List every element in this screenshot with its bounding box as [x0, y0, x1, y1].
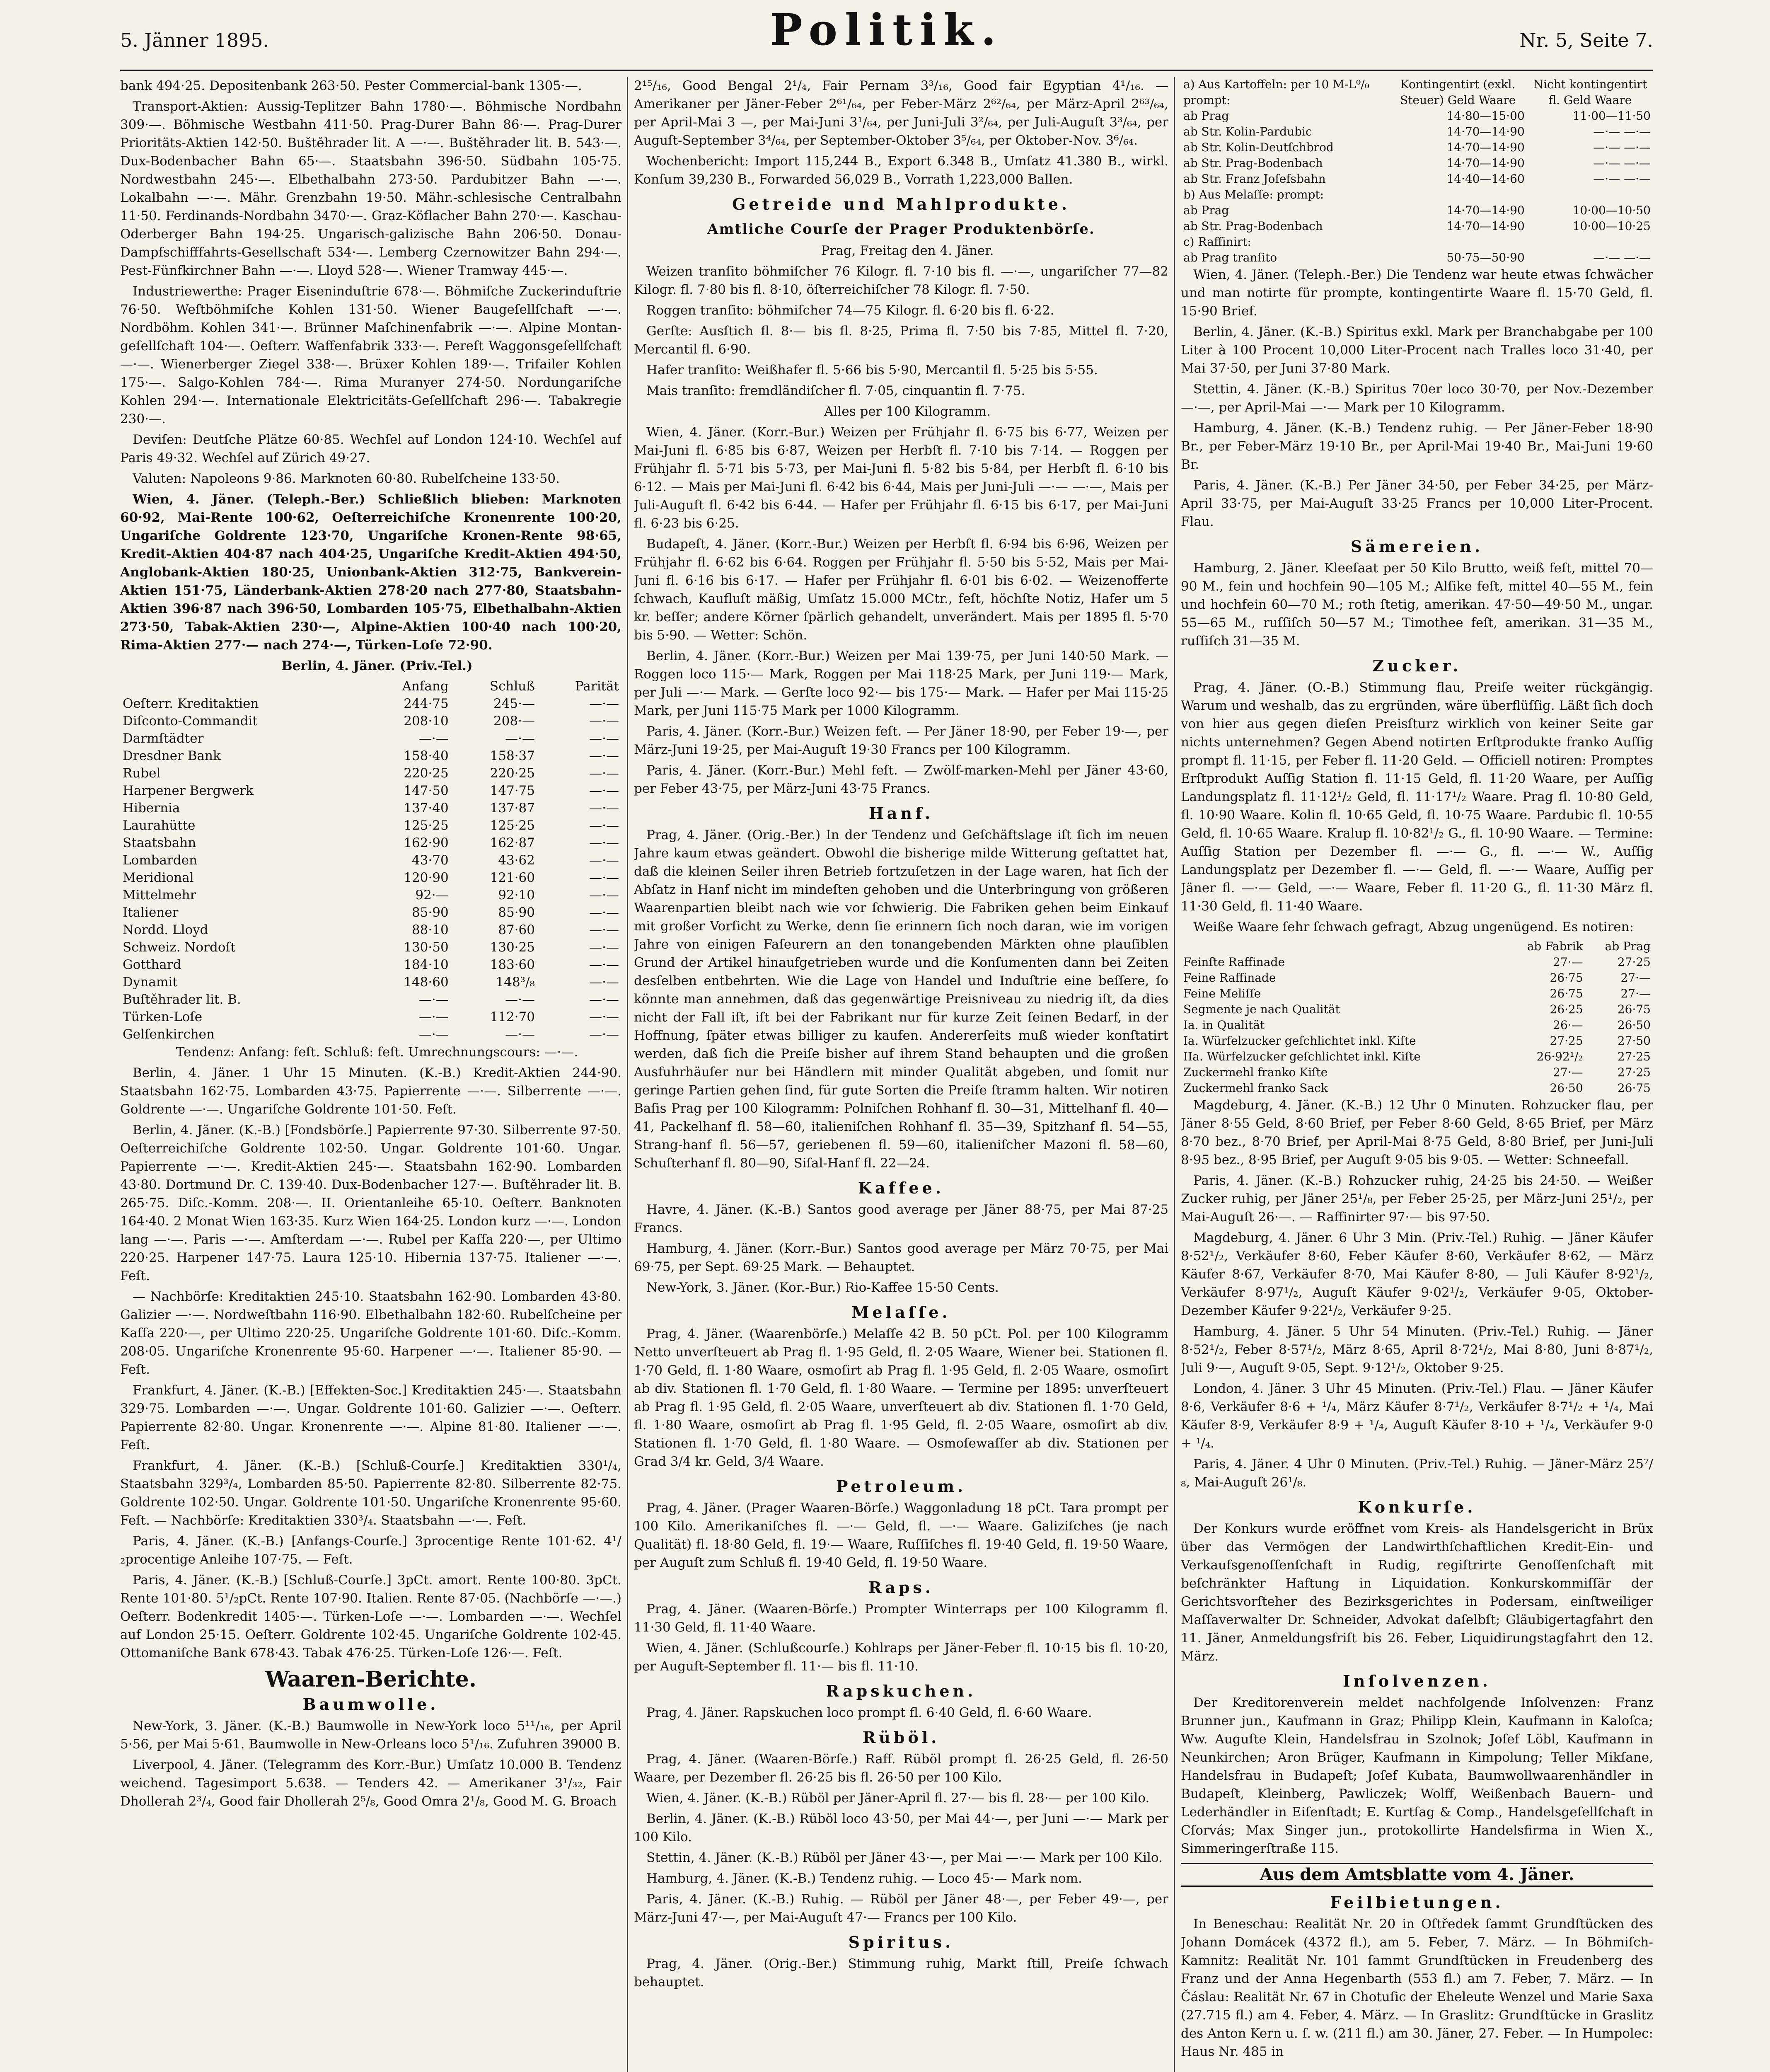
- table-cell: 148³/₈: [496, 975, 535, 990]
- column-header: Anfang: [402, 679, 449, 694]
- subsection-heading: Amtliche Courſe der Prager Produktenbörſe.: [707, 221, 1095, 237]
- paragraph: — Nachbörſe: Kreditaktien 245·10. Staatsbahn 162·90. Lombarden 43·80. Galizier —·—. Nordweſtbahn 116·90. Elbethalbahn 182·60. Rubelſcheine per Kaſſa 220·—, per Ultimo 220·25. Ungariſche Goldrente 101·60. Diſc.-Komm. 208·05. Ungariſche Kronenrente 95·60. Harpener —·—. Italiener 85·90. — Feſt.: [120, 1289, 621, 1377]
- paragraph: Hamburg, 4. Jäner. (Korr.-Bur.) Santos good average per März 70·75, per Mai 69·75, per Sept. 69·25 Mark. — Behauptet.: [634, 1241, 1168, 1274]
- table-cell: Feinſte Raffinade: [1183, 955, 1285, 969]
- table-cell: —·—: [505, 731, 535, 746]
- paragraph: Paris, 4. Jäner. (K.-B.) Per Jäner 34·50, per Feber 34·25, per März-April 33·75, per Mai-Auguſt 33·25 Francs per 10,000 Liter-Procent. Flau.: [1181, 478, 1653, 529]
- paragraph: Berlin, 4. Jäner. (Korr.-Bur.) Weizen per Mai 139·75, per Juni 140·50 Mark. — Roggen loco 115·— Mark, Roggen per Mai 118·25 Mark, per Juni 119·— Mark, per Juli —·— Mark. — Gerſte loco 92·— bis 175·— Mark. — Hafer per Mai 115·25 Mark, per Juni 115·75 Mark per 1000 Kilogramm.: [634, 649, 1168, 718]
- table-cell: —·—: [589, 975, 619, 990]
- table-cell: Rubel: [123, 766, 161, 781]
- table-cell: Dynamit: [123, 975, 178, 990]
- table-row: [1181, 155, 1653, 171]
- table-cell: 27·—: [1553, 955, 1583, 969]
- column-1: [120, 77, 621, 2072]
- paragraph: Transport-Aktien: Aussig-Teplitzer Bahn 1780·—. Böhmische Nordbahn 309·—. Böhmische Westbahn 411·50. Prag-Durer Bahn 86·—. Prag-Durer Prioritäts-Aktien 142·50. Buštěhrader lit. A —·—. Buštěhrader lit. B. 543·—. Dux-Bodenbacher Bahn 65·—. Staatsbahn 396·50. Südbahn 105·75. Nordwestbahn 245·—. Elbethalbahn 273·50. Pardubitzer Bahn —·—. Lokalbahn —·—. Mähr. Grenzbahn 19·50. Mähr.-schlesische Centralbahn 11·50. Ferdinands-Nordbahn 3470·—. Graz-Köflacher Bahn 270·—. Kaschau-Oderberger Bahn 194·25. Ungarisch-galizische Bahn 206·50. Donau-Dampfschifffahrts-Gesellschaft 534·—. Lemberg Czernowitzer Bahn 294·—. Pest-Fünfkirchner Bahn —·—. Lloyd 528·—. Wiener Tramway 445·—.: [120, 99, 621, 278]
- table-cell: Italiener: [123, 905, 179, 920]
- table-cell: Buſtěhrader lit. B.: [123, 992, 241, 1007]
- paragraph: Weizen tranſito böhmiſcher 76 Kilogr. fl. 7·10 bis fl. —·—, ungariſcher 77—82 Kilogr. fl. 7·80 bis fl. 8·10, öſterreichiſcher 78 Kilogr. fl. 7·50.: [634, 264, 1168, 297]
- table-cell: —·— —·—: [1593, 172, 1651, 186]
- table-cell: Gelſenkirchen: [123, 1027, 215, 1042]
- paragraph: Prag, 4. Jäner. (Prager Waaren-Börſe.) Waggonladung 18 pCt. Tara prompt per 100 Kilo. Amerikaniſches fl. —·— Geld, fl. —·— Waare. Galiziſches (je nach Qualität) fl. 18·80 Geld, fl. 19·— Waare, Ruſſiſches fl. 19·40 Geld, fl. 19·50 Waare, per Auguſt zum Schluß fl. 19·40 Geld, fl. 19·50 Waare.: [634, 1501, 1168, 1570]
- table-cell: 220·25: [404, 766, 449, 781]
- table-row: [1181, 1002, 1653, 1017]
- table-cell: Diſconto-Commandit: [123, 714, 258, 729]
- subsection-heading: Hanf.: [868, 804, 934, 823]
- table-cell: ab Str. Kolin-Pardubic: [1183, 125, 1312, 138]
- subsection-heading: Rüböl.: [862, 1728, 940, 1747]
- table-cell: 162·87: [490, 835, 535, 850]
- table-cell: IIa. Würfelzucker geſchlichtet inkl. Kiſte: [1183, 1050, 1421, 1063]
- paragraph: bank 494·25. Depositenbank 263·50. Pester Commercial-bank 1305·—.: [120, 78, 582, 93]
- paragraph: New-York, 3. Jäner. (K.-B.) Baumwolle in New-York loco 5¹¹/₁₆, per April 5·56, per Mai 5·61. Baumwolle in New-Orleans loco 5¹/₁₆. Zufuhren 39000 B.: [120, 1719, 621, 1752]
- paragraph: Stettin, 4. Jäner. (K.-B.) Rüböl per Jäner 43·—, per Mai —·— Mark per 100 Kilo.: [646, 1850, 1163, 1865]
- table-cell: Segmente je nach Qualität: [1183, 1002, 1340, 1016]
- table-cell: —·—: [589, 957, 619, 972]
- table-cell: 27·25: [1617, 955, 1651, 969]
- header-rule: [120, 70, 1653, 71]
- paragraph: Deviſen: Deutſche Plätze 60·85. Wechſel auf London 124·10. Wechſel auf Paris 49·32. Wechſel auf Zürich 49·27.: [120, 432, 621, 465]
- berlin-heading: Berlin, 4. Jäner. (Priv.-Tel.): [281, 658, 473, 673]
- paragraph: Prag, 4. Jäner. (Waaren-Börſe.) Prompter Winterraps per 100 Kilogramm fl. 11·30 Geld, fl. 11·40 Waare.: [634, 1602, 1168, 1635]
- table-cell: —·— —·—: [1593, 125, 1651, 138]
- table-row: [120, 904, 621, 921]
- table-cell: 125·25: [490, 818, 535, 833]
- table-cell: 87·60: [498, 922, 535, 937]
- table-cell: 88·10: [411, 922, 449, 937]
- paragraph: Wien, 4. Jäner. (Schlußcourſe.) Kohlraps per Jäner-Feber fl. 10·15 bis fl. 10·20, per Auguſt-September fl. 11·— bis fl. 11·10.: [634, 1641, 1168, 1674]
- table-row: [1181, 1017, 1653, 1033]
- column-header: a) Aus Kartoffeln: per 10 M-L⁰/₀ prompt:: [1183, 77, 1369, 107]
- column-header: Kontingentirt (exkl. Steuer) Geld Waare: [1400, 77, 1516, 107]
- column-header: Schluß: [489, 679, 535, 694]
- berlin-quotes-table: [120, 678, 621, 1043]
- table-cell: —·—: [589, 731, 619, 746]
- subsection-heading: Melaſſe.: [851, 1303, 951, 1322]
- table-row: [120, 799, 621, 817]
- table-cell: 27·—: [1620, 987, 1651, 1000]
- table-cell: ab Prag: [1183, 203, 1229, 217]
- paragraph: Paris, 4. Jäner. (K.-B.) Rohzucker ruhig, 24·25 bis 24·50. — Weißer Zucker ruhig, per Jäner 25¹/₈, per Feber 25·25, per März-Juni 25¹/₂, per Mai-Auguſt 26·—. — Raffinirter 97·— bis 97·50.: [1181, 1173, 1653, 1225]
- paragraph: Magdeburg, 4. Jäner. 6 Uhr 3 Min. (Priv.-Tel.) Ruhig. — Jäner Käufer 8·52¹/₂, Verkäufer 8·60, Feber Käufer 8·60, Verkäufer 8·62, — März Käufer 8·67, Verkäufer 8·70, Mai Käufer 8·80, — Juli Käufer 8·92¹/₂, Verkäufer 8·97¹/₂, Auguſt Käufer 9·02¹/₂, Verkäufer 9·05, Oktober-Dezember Käufer 9·22¹/₂, Verkäufer 9·25.: [1181, 1230, 1653, 1318]
- table-cell: 158·40: [404, 748, 449, 763]
- subsection-heading: Getreide und Mahlprodukte.: [732, 195, 1071, 213]
- paragraph: 2¹⁵/₁₆, Good Bengal 2¹/₄, Fair Pernam 3³/₁₆, Good fair Egyptian 4¹/₁₆. — Amerikaner per Jäner-Feber 2⁶¹/₆₄, per Feber-März 2⁶²/₆₄, per März-April 2⁶³/₆₄, per April-Mai 3 —, per Mai-Juni 3¹/₆₄, per Juni-Juli 3²/₆₄, per Juli-Auguſt 3³/₆₄, per Auguſt-September 3⁴/₆₄, per September-Oktober 3⁵/₆₄, per Oktober-Nov. 3⁶/₆₄.: [634, 78, 1168, 148]
- paragraph: Gerſte: Ausſtich fl. 8·— bis fl. 8·25, Prima fl. 7·50 bis 7·85, Mittel fl. 7·20, Mercantil fl. 6·90.: [634, 324, 1168, 357]
- table-cell: c) Raffinirt:: [1183, 235, 1251, 249]
- table-row: [1181, 1049, 1653, 1065]
- table-cell: 14·70—14·90: [1446, 203, 1525, 217]
- subsection-heading: Spiritus.: [848, 1933, 954, 1951]
- paragraph: Wien, 4. Jäner. (Korr.-Bur.) Weizen per Frühjahr fl. 6·75 bis 6·77, Weizen per Mai-Juni fl. 6·85 bis 6·87, Weizen per Herbſt fl. 7·10 bis 7·14. — Roggen per Frühjahr fl. 5·71 bis 5·73, per Mai-Juni fl. 5·82 bis 5·84, per Herbſt fl. 6·10 bis 6·12. — Mais per Mai-Juni fl. 6·42 bis 6·44, Mais per Juni-Juli —·— —·—, Mais per Juli-Auguſt fl. 6·42 bis 6·44. — Hafer per Frühjahr fl. 6·15 bis 6·17, per Mai-Juni fl. 6·23 bis 6·25.: [634, 425, 1168, 531]
- table-cell: —·—: [589, 766, 619, 781]
- table-cell: Gotthard: [123, 957, 181, 972]
- table-cell: Ia. Würfelzucker geſchlichtet inkl. Kiſte: [1183, 1034, 1416, 1048]
- table-row: [120, 973, 621, 991]
- table-row: [120, 834, 621, 852]
- table-cell: Ia. in Qualität: [1183, 1018, 1265, 1032]
- table-cell: 120·90: [404, 870, 449, 885]
- subsection-heading: Baumwolle.: [302, 1695, 439, 1714]
- page-number: Nr. 5, Seite 7.: [1519, 29, 1653, 51]
- paragraph: Berlin, 4. Jäner. 1 Uhr 15 Minuten. (K.-B.) Kredit-Aktien 244·90. Staatsbahn 162·75. Lombarden 43·75. Papierrente —·—. Silberrente —·—. Goldrente —·—. Ungariſche Goldrente 101·50. Feſt.: [120, 1065, 621, 1117]
- paragraph: Stettin, 4. Jäner. (K.-B.) Spiritus 70er loco 30·70, per Nov.-Dezember —·—, per April-Mai —·— Mark per 10 Kilogramm.: [1181, 382, 1653, 415]
- table-row: [120, 730, 621, 747]
- table-cell: —·— —·—: [1593, 140, 1651, 154]
- table-row: [1181, 1080, 1653, 1096]
- column-2: [634, 77, 1168, 2072]
- paragraph: Prag, 4. Jäner. (Orig.-Ber.) In der Tendenz und Geſchäftslage iſt ſich im neuen Jahre kaum etwas geändert. Obwohl die bisherige milde Witterung geſtattet hat, daß die kleinen Seiler ihren Betrieb fortzuſetzen in der Lage waren, hat ſich der Abſatz in Hanf nicht im mindeſten gehoben und die Unterbringung von größeren Waarenpartien bleibt nach wie vor ſchwierig. Die Fabriken gehen beim Einkauf mit großer Vorſicht zu Werke, denn ſie erinnern ſich noch daran, wie im vorigen Jahre von einigen Faſeurern an den tonangebenden Märkten ohne plauſiblen Grund der Artikel hinaufgetrieben wurde und die Konſumenten dann bei Zeiten desſelben entbehrten. Wie die Lage von Handel und Induſtrie eine beſſere, ſo könnte man annehmen, daß das gegenwärtige Preisniveau zu niedrig iſt, da dies nicht der Fall iſt, iſt bei der Fabrikant nur für kurze Zeit ſeinen Bedarf, in der Hoffnung, ſpäter etwas billiger zu kaufen. Andererſeits muß wieder konſtatirt werden, daß ſich die Preiſe bisher auf ihrem Stand behaupten und die großen Ausfuhrhäuſer nur bei Händlern mit minder Qualität abgeben, und ſomit nur geringe Partien gehen ſind, für gute Sorten die Preiſe ſtramm halten. Wir notiren Baſis Prag per 100 Kilogramm: Polniſchen Rohhanf fl. 30—31, Mittelhanf fl. 40—41, Packelhanf fl. 58—60, italieniſchen Rohhanf fl. 35—39, Spitzhanf fl. 54—55, Strang-hanf fl. 56—57, geriebenen fl. 59—60, italieniſcher Mazoni fl. 58—60, Schuſterhanf fl. 80—90, Siſal-Hanf fl. 22—24.: [634, 828, 1168, 1171]
- column-header: [120, 678, 363, 695]
- table-cell: —·—: [589, 853, 619, 868]
- paragraph: Paris, 4. Jäner. (K.-B.) [Anfangs-Courſe.] 3procentige Rente 101·62. 4¹/₂procentige Anleihe 107·75. — Feſt.: [120, 1534, 621, 1567]
- column-header: ab Fabrik: [1527, 939, 1583, 953]
- table-cell: ab Str. Kolin-Deutſchbrod: [1183, 140, 1334, 154]
- paragraph: Roggen tranſito: böhmiſcher 74—75 Kilogr. fl. 6·20 bis fl. 6·22.: [646, 303, 1054, 318]
- table-header-row: [1181, 939, 1653, 954]
- subsection-heading: Zucker.: [1372, 656, 1462, 675]
- table-cell: Feine Meliſſe: [1183, 987, 1261, 1000]
- table-cell: Hibernia: [123, 801, 180, 816]
- table-cell: 14·70—14·90: [1446, 125, 1525, 138]
- table-row: [120, 782, 621, 799]
- table-cell: 85·90: [411, 905, 449, 920]
- table-row: [120, 921, 621, 939]
- paragraph: Wochenbericht: Import 115,244 B., Export 6.348 B., Umſatz 41.380 B., wirkl. Konſum 39,230 B., Forwarded 56,029 B., Vorrath 1,223,000 Ballen.: [634, 154, 1168, 187]
- subsection-heading: Raps.: [868, 1578, 934, 1597]
- table-cell: 26·—: [1553, 1018, 1583, 1032]
- table-cell: —·—: [589, 905, 619, 920]
- paragraph: Hamburg, 4. Jäner. 5 Uhr 54 Minuten. (Priv.-Tel.) Ruhig. — Jäner 8·52¹/₂, Feber 8·57¹/₂, März 8·65, April 8·72¹/₂, Mai 8·80, Juni 8·87¹/₂, Juli 9·—, Auguſt 9·05, Sept. 9·12¹/₂, Oktober 9·25.: [1181, 1324, 1653, 1375]
- paragraph: Budapeſt, 4. Jäner. (Korr.-Bur.) Weizen per Herbſt fl. 6·94 bis 6·96, Weizen per Frühjahr fl. 6·62 bis 6·64. Roggen per Frühjahr fl. 5·50 bis 5·52, Mais per Mai-Juni fl. 6·16 bis 6·17. — Hafer per Frühjahr fl. 6·01 bis 6·02. — Weizenofferte ſchwach, Kaufluſt mäßig, Umſatz 15.000 MCtr., feſt, höchſte Notiz, Hafer um 5 kr. beſſer; andere Körner ſpärlich gehandelt, unverändert. Mais per 1895 fl. 5·70 bis 5·90. — Wetter: Schön.: [634, 537, 1168, 643]
- table-cell: —·—: [418, 1027, 449, 1042]
- table-cell: 130·50: [404, 940, 449, 955]
- table-cell: —·—: [589, 783, 619, 798]
- table-cell: Zuckermehl franko Sack: [1183, 1081, 1328, 1095]
- table-cell: 26·92¹/₂: [1536, 1050, 1583, 1063]
- section-heading: Aus dem Amtsblatte vom 4. Jäner.: [1181, 1863, 1653, 1887]
- table-cell: —·— —·—: [1593, 156, 1651, 170]
- table-cell: 26·75: [1617, 1081, 1651, 1095]
- table-cell: 220·25: [490, 766, 535, 781]
- paragraph: Liverpool, 4. Jäner. (Telegramm des Korr.-Bur.) Umſatz 10.000 B. Tendenz weichend. Tagesimport 5.638. — Tenders 42. — Amerikaner 3¹/₃₂, Fair Dhollerah 2³/₄, Good fair Dhollerah 2⁵/₈, Good Omra 2¹/₈, Good M. G. Broach: [120, 1757, 621, 1809]
- table-cell: Darmſtädter: [123, 731, 204, 746]
- table-cell: 158·37: [490, 748, 535, 763]
- table-cell: 92·—: [415, 888, 449, 903]
- table-cell: 14·80—15·00: [1446, 109, 1525, 123]
- table-cell: ab Prag: [1183, 109, 1229, 123]
- table-cell: 148·60: [404, 975, 449, 990]
- paragraph: Frankfurt, 4. Jäner. (K.-B.) [Effekten-Soc.] Kreditaktien 245·—. Staatsbahn 329·75. Lombarden —·—. Ungar. Goldrente 101·60. Galizier —·—. Oeſterr. Papierrente 82·80. Ungar. Kronenrente —·—. Alpine 81·80. Italiener —·—. Feſt.: [120, 1383, 621, 1452]
- paragraph: London, 4. Jäner. 3 Uhr 45 Minuten. (Priv.-Tel.) Flau. — Jäner Käufer 8·6, Verkäufer 8·6 + ¹/₄, März Käufer 8·7¹/₂, Verkäufer 8·7¹/₂ + ¹/₄, Mai Käufer 8·9, Verkäufer 8·9 + ¹/₄, Auguſt Käufer 8·10 + ¹/₄, Verkäufer 9·0 + ¹/₄.: [1181, 1381, 1653, 1451]
- table-row: [120, 747, 621, 765]
- paragraph: Prag, 4. Jäner. (O.-B.) Stimmung flau, Preiſe weiter rückgängig. Warum und weshalb, das zu ergründen, wäre überflüſſig. Läßt ſich doch von hier aus gegen dieſen Preisſturz wirklich von keiner Seite gar nichts unternehmen? Gegen Abend notirten Erſtprodukte franko Auſſig prompt fl. 11·15, per Feber fl. 11·20 Geld. — Officiell notiren: Promptes Erſtprodukt Auſſig Station fl. 11·15 Geld, fl. 11·20 Waare, per Auſſig Landungsplatz fl. 11·12¹/₂ Geld, fl. 11·17¹/₂ Waare. Prag fl. 10·80 Geld, fl. 10·90 Waare. Kolin fl. 10·65 Geld, fl. 10·75 Waare. Pardubic fl. 10·55 Geld, fl. 10·65 Waare. Kralup fl. 10·82¹/₂ G., fl. 10·90 Waare. — Termine: Auſſig Station per Dezember fl. —·— G., fl. —·— W., Auſſig Landungsplatz per Dezember fl. —·— Geld, fl. —·— Waare, Auſſig per Jäner fl. —·— Geld, —·— Waare, Feber fl. 11·20 G., fl. 11·30 März fl. 11·30 Geld, fl. 11·40 Waare.: [1181, 680, 1653, 914]
- column-header: [1181, 939, 1504, 954]
- table-row: [1181, 1065, 1653, 1080]
- table-cell: ab Str. Prag-Bodenbach: [1183, 219, 1323, 233]
- paragraph: Valuten: Napoleons 9·86. Marknoten 60·80. Rubelſcheine 133·50.: [133, 471, 560, 486]
- paragraph: Prag, 4. Jäner. (Waaren-Börſe.) Raff. Rüböl prompt fl. 26·25 Geld, fl. 26·50 Waare, per Dezember fl. 26·25 bis fl. 26·50 per 100 Kilo.: [634, 1752, 1168, 1785]
- table-cell: —·—: [589, 714, 619, 729]
- table-cell: Nordd. Lloyd: [123, 922, 208, 937]
- paragraph: Paris, 4. Jäner. (Korr.-Bur.) Mehl feſt. — Zwölf-marken-Mehl per Jäner 43·60, per Feber 43·75, per März-Juni 43·75 Francs.: [634, 763, 1168, 796]
- table-row: [1181, 140, 1653, 155]
- subsection-heading: Sämereien.: [1350, 537, 1484, 556]
- paragraph: Berlin, 4. Jäner. (K.-B.) [Fondsbörſe.] Papierrente 97·30. Silberrente 97·50. Oeſterreichiſche Goldrente 102·50. Ungar. Goldrente 101·60. Ungar. Papierrente —·—. Kredit-Aktien 245·—. Staatsbahn 162·90. Lombarden 43·80. Dortmund Dr. C. 139·40. Dux-Bodenbacher 127·—. Buſtěhrader lit. B. 265·75. Diſc.-Komm. 208·—. II. Orientanleihe 65·10. Oeſterr. Banknoten 164·40. 2 Monat Wien 163·35. Kurz Wien 164·25. London kurz —·—. London lang —·—. Paris —·—. Amſterdam —·—. Rubel per Kaſſa 220·—, per Ultimo 220·25. Harpener 147·75. Laura 125·10. Hibernia 137·75. Italiener —·—. Feſt.: [120, 1123, 621, 1283]
- table-cell: Feine Raffinade: [1183, 971, 1276, 985]
- table-row: [1181, 986, 1653, 1002]
- table-cell: 26·75: [1617, 1002, 1651, 1016]
- table-row: [120, 712, 621, 730]
- paragraph: Tendenz: Anfang: feſt. Schluß: feſt. Umrechnungscours: —·—.: [176, 1045, 578, 1060]
- table-row: [1181, 970, 1653, 986]
- table-cell: b) Aus Melaſſe: prompt:: [1183, 188, 1324, 201]
- paragraph: Prag, 4. Jäner. Rapskuchen loco prompt fl. 6·40 Geld, fl. 6·60 Waare.: [646, 1705, 1092, 1720]
- paragraph: New-York, 3. Jäner. (Kor.-Bur.) Rio-Kaffee 15·50 Cents.: [646, 1280, 999, 1295]
- paragraph: Paris, 4. Jäner. 4 Uhr 0 Minuten. (Priv.-Tel.) Ruhig. — Jäner-März 25⁷/₈, Mai-Auguſt 26¹/₈.: [1181, 1457, 1653, 1490]
- column-3: [1181, 77, 1653, 2072]
- table-cell: 125·25: [404, 818, 449, 833]
- table-row: [1181, 1033, 1653, 1049]
- column-header: Parität: [575, 679, 619, 694]
- paragraph: Hamburg, 4. Jäner. (K.-B.) Tendenz ruhig. — Per Jäner-Feber 18·90 Br., per Feber-März 19·10 Br., per April-Mai 19·40 Br., Mai-Juni 19·60 Br.: [1181, 421, 1653, 472]
- table-row: [1181, 187, 1653, 203]
- paragraph: Berlin, 4. Jäner. (K.-B.) Spiritus exkl. Mark per Branchabgabe per 100 Liter à 100 Procent 10,000 Liter-Procent nach Tralles loco 31·40, per Mai 37·50, per Juni 37·80 Mark.: [1181, 324, 1653, 376]
- subsection-heading: Rapskuchen.: [826, 1682, 977, 1700]
- table-cell: Harpener Bergwerk: [123, 783, 254, 798]
- page-header: [120, 4, 1653, 66]
- table-cell: 27·25: [1550, 1034, 1583, 1048]
- table-cell: 26·50: [1617, 1018, 1651, 1032]
- table-cell: —·—: [589, 1009, 619, 1024]
- table-cell: 245·—: [493, 696, 535, 711]
- table-cell: —·—: [418, 992, 449, 1007]
- table-row: [120, 765, 621, 782]
- zucker-table: [1181, 939, 1653, 1096]
- table-cell: 14·70—14·90: [1446, 140, 1525, 154]
- paragraph: Prag, Freitag den 4. Jäner.: [821, 243, 994, 258]
- table-row: [1181, 124, 1653, 140]
- table-cell: 26·75: [1550, 987, 1583, 1000]
- table-cell: 14·70—14·90: [1446, 219, 1525, 233]
- table-cell: —·—: [505, 992, 535, 1007]
- table-cell: Meridional: [123, 870, 194, 885]
- paragraph: Prag, 4. Jäner. (Waarenbörſe.) Melaſſe 42 B. 50 pCt. Pol. per 100 Kilogramm Netto unverſteuert ab Prag fl. 1·95 Geld, fl. 2·05 Waare, Wiener bei. Stationen fl. 1·70 Geld, fl. 1·80 Waare, osmoſirt ab Prag fl. 1·95 Geld, fl. 2·05 Waare, osmoſirt ab div. Stationen fl. 1·70 Geld, fl. 1·80 Waare. — Termine per 1895: unverſteuert ab Prag fl. 1·95 Geld, fl. 2·05 Waare, unverſteuert ab div. Stationen fl. 1·70 Geld, fl. 1·80 Waare, osmoſirt ab Prag fl. 1·95 Geld, fl. 2·05 Waare, osmoſirt ab div. Stationen fl. 1·70 Geld, fl. 1·80 Waare. — Osmoſewaſſer ab div. Stationen per Grad 3/4 kr. Geld, 3/4 Waare.: [634, 1326, 1168, 1469]
- table-cell: 43·70: [411, 853, 449, 868]
- table-cell: —·—: [418, 1009, 449, 1024]
- paragraph: Magdeburg, 4. Jäner. (K.-B.) 12 Uhr 0 Minuten. Rohzucker flau, per Jäner 8·55 Geld, 8·60 Brief, per Feber 8·60 Geld, 8·65 Brief, per März 8·70 bez., 8·70 Brief, per April-Mai 8·75 Geld, 8·80 Brief, per Juni-Juli 8·95 bez., 8·95 Brief, per Auguſt 9·05 bis 9·05. — Wetter: Schneefall.: [1181, 1098, 1653, 1167]
- table-row: [1181, 171, 1653, 187]
- paragraph: Hamburg, 4. Jäner. (K.-B.) Tendenz ruhig. — Loco 45·— Mark nom.: [646, 1871, 1082, 1886]
- table-header-row: [1181, 77, 1653, 108]
- section-title: Politik.: [770, 4, 1003, 55]
- table-row: [120, 869, 621, 886]
- table-cell: 11·00—11·50: [1572, 109, 1651, 123]
- table-row: [120, 991, 621, 1008]
- table-cell: —·—: [589, 696, 619, 711]
- table-cell: —·—: [589, 888, 619, 903]
- table-cell: 137·40: [404, 801, 449, 816]
- table-cell: —·—: [589, 835, 619, 850]
- subsection-heading: Inſolvenzen.: [1342, 1672, 1492, 1690]
- table-cell: 137·87: [490, 801, 535, 816]
- column-divider: [627, 77, 628, 2072]
- table-row: [120, 817, 621, 834]
- paragraph: Alles per 100 Kilogramm.: [824, 404, 991, 419]
- paragraph: Frankfurt, 4. Jäner. (K.-B.) [Schluß-Courſe.] Kreditaktien 330¹/₄, Staatsbahn 329³/₄, Lombarden 85·50. Papierrente 82·80. Silberrente 82·75. Goldrente 102·50. Ungar. Goldrente 101·50. Ungariſche Kronenrente 95·60. Feſt. — Nachbörſe: Kreditaktien 330³/₄. Staatsbahn —·—. Feſt.: [120, 1458, 621, 1528]
- table-cell: ab Str. Prag-Bodenbach: [1183, 156, 1323, 170]
- table-cell: 27·—: [1620, 971, 1651, 985]
- table-row: [120, 1008, 621, 1026]
- table-cell: 85·90: [498, 905, 535, 920]
- paragraph: Wien, 4. Jäner. (Teleph.-Ber.) Schließlich blieben: Marknoten 60·92, Mai-Rente 100·62, Oeſterreichiſche Kronenrente 100·20, Ungariſche Goldrente 123·70, Ungariſche Kronen-Rente 98·65, Kredit-Aktien 404·87 nach 404·25, Ungariſche Kredit-Aktien 494·50, Anglobank-Aktien 180·25, Unionbank-Aktien 312·75, Bankverein-Aktien 151·75, Länderbank-Aktien 278·20 nach 277·80, Staatsbahn-Aktien 396·87 nach 396·50, Lombarden 105·75, Elbethalbahn-Aktien 273·50, Tabak-Aktien 230·—, Alpine-Aktien 100·40 nach 100·20, Rima-Aktien 277·— nach 274·—, Türken-Loſe 72·90.: [120, 492, 621, 653]
- paragraph: Hafer tranſito: Weißhafer fl. 5·66 bis 5·90, Mercantil fl. 5·25 bis 5·55.: [646, 363, 1098, 378]
- table-row: [120, 1026, 621, 1043]
- table-row: [1181, 108, 1653, 124]
- table-row: [120, 886, 621, 904]
- section-heading: Waaren-Berichte.: [265, 1667, 476, 1692]
- table-cell: 10·00—10·50: [1572, 203, 1651, 217]
- table-cell: 27·25: [1617, 1050, 1651, 1063]
- column-divider: [1174, 77, 1175, 2072]
- paragraph: Paris, 4. Jäner. (Korr.-Bur.) Weizen feſt. — Per Jäner 18·90, per Feber 19·—, per März-Juni 19·25, per Mai-Auguſt 19·30 Francs per 100 Kilogramm.: [634, 724, 1168, 757]
- table-cell: 184·10: [404, 957, 449, 972]
- paragraph: Hamburg, 2. Jäner. Kleeſaat per 50 Kilo Brutto, weiß feſt, mittel 70—90 M., fein und hochfein 90—105 M.; Alſike feſt, mittel 40—55 M., fein und hochfein 60—70 M.; roth ſtetig, amerikan. 47·50—49·50 M., ungar. 55—65 M., ruſſiſch 50—57 M.; Timothee feſt, amerikan. 31—35 M., ruſſiſch 31—35 M.: [1181, 561, 1653, 649]
- paragraph: In Beneschau: Realität Nr. 20 in Oſtředek ſammt Grundſtücken des Johann Domácek (4372 fl.), am 5. Feber, 7. März. — In Böhmiſch-Kamnitz: Realität Nr. 101 ſammt Grundſtücken in Freudenberg des Franz und der Anna Hegenbarth (553 fl.) am 7. Feber, 7. März. — In Čáslau: Realität Nr. 67 in Chotuſic der Eheleute Wenzel und Marie Saxa (27.715 fl.) am 4. Feber, 4. März. — In Graslitz: Grundſtücke in Graslitz des Anton Kern u. ſ. w. (211 fl.) am 30. Jäner, 27. Feber. — In Humpolec: Haus Nr. 485 in: [1181, 1917, 1653, 2059]
- table-cell: 92·10: [498, 888, 535, 903]
- table-row: [120, 956, 621, 973]
- table-cell: 27·25: [1617, 1065, 1651, 1079]
- table-cell: Zuckermehl franko Kiſte: [1183, 1065, 1328, 1079]
- table-cell: 27·—: [1553, 1065, 1583, 1079]
- table-cell: Oeſterr. Kreditaktien: [123, 696, 259, 711]
- subsection-heading: Petroleum.: [836, 1477, 967, 1496]
- table-cell: —·—: [418, 731, 449, 746]
- table-cell: 43·62: [498, 853, 535, 868]
- paragraph: Berlin, 4. Jäner. (K.-B.) Rüböl loco 43·50, per Mai 44·—, per Juni —·— Mark per 100 Kilo.: [634, 1811, 1168, 1844]
- paragraph: Havre, 4. Jäner. (K.-B.) Santos good average per Jäner 88·75, per Mai 87·25 Francs.: [634, 1202, 1168, 1235]
- paragraph: Der Konkurs wurde eröffnet vom Kreis- als Handelsgericht in Brüx über das Vermögen der Landwirthſchaftlichen Kredit-Ein- und Verkaufsgenoſſenſchaft in Rudig, regiſtrirte Genoſſenſchaft mit beſchränkter Haftung in Liquidation. Konkurskommiſſär der Gerichtsvorſteher des Bezirksgerichtes in Podersam, einſtweiliger Maſſaverwalter Dr. Schneider, Advokat daſelbſt; Gläubigertagfahrt den 11. Jäner, Anmeldungsfriſt bis 26. Feber, Liquidirungstagfahrt den 12. März.: [1181, 1521, 1653, 1664]
- subsection-heading: Konkurſe.: [1358, 1498, 1476, 1516]
- table-cell: 26·75: [1550, 971, 1583, 985]
- table-cell: —·—: [589, 940, 619, 955]
- table-cell: —·—: [589, 992, 619, 1007]
- table-cell: 162·90: [404, 835, 449, 850]
- table-cell: —·—: [589, 922, 619, 937]
- table-row: [1181, 203, 1653, 218]
- spiritus-table: [1181, 77, 1653, 266]
- table-cell: Lombarden: [123, 853, 197, 868]
- issue-date: 5. Jänner 1895.: [120, 29, 269, 51]
- table-cell: 208·—: [493, 714, 535, 729]
- subsection-heading: Kaffee.: [858, 1179, 944, 1197]
- table-cell: ab Prag tranſito: [1183, 251, 1277, 264]
- table-cell: —·—: [589, 1027, 619, 1042]
- column-header: Nicht kontingentirt fl. Geld Waare: [1533, 77, 1647, 107]
- table-cell: ab Str. Franz Joſefsbahn: [1183, 172, 1326, 186]
- table-cell: 10·00—10·25: [1572, 219, 1651, 233]
- paragraph: Paris, 4. Jäner. (K.-B.) [Schluß-Courſe.] 3pCt. amort. Rente 100·80. 3pCt. Rente 101·80. 5¹/₂pCt. Rente 107·90. Italien. Rente 87·05. (Nachbörſe —·—.) Oeſterr. Bodenkredit 1405·—. Türken-Loſe —·—. Lombarden —·—. Wechſel auf London 25·15. Oeſterr. Goldrente 102·45. Ungariſche Goldrente 102·45. Ottomaniſche Bank 678·43. Tabak 476·25. Türken-Loſe 126·—. Feſt.: [120, 1573, 621, 1661]
- table-cell: 147·50: [404, 783, 449, 798]
- table-cell: 244·75: [404, 696, 449, 711]
- column-header: ab Prag: [1605, 939, 1651, 953]
- table-row: [120, 852, 621, 869]
- paragraph: Prag, 4. Jäner. (Orig.-Ber.) Stimmung ruhig, Markt ſtill, Preiſe ſchwach behauptet.: [634, 1956, 1168, 1990]
- table-cell: 14·70—14·90: [1446, 156, 1525, 170]
- table-row: [1181, 234, 1653, 250]
- paragraph: Wien, 4. Jäner. (K.-B.) Rüböl per Jäner-April fl. 27·— bis fl. 28·— per 100 Kilo.: [646, 1791, 1150, 1806]
- table-cell: 130·25: [490, 940, 535, 955]
- table-cell: Türken-Loſe: [123, 1009, 203, 1024]
- table-cell: 208·10: [404, 714, 449, 729]
- table-cell: Mittelmehr: [123, 888, 196, 903]
- paragraph: Paris, 4. Jäner. (K.-B.) Ruhig. — Rüböl per Jäner 48·—, per Feber 49·—, per März-Juni 47·—, per Mai-Auguſt 47·— Francs per 100 Kilo.: [634, 1892, 1168, 1925]
- table-cell: 147·75: [490, 783, 535, 798]
- table-header-row: [120, 678, 621, 695]
- table-row: [1181, 218, 1653, 234]
- table-row: [1181, 250, 1653, 266]
- table-cell: Laurahütte: [123, 818, 196, 833]
- table-row: [120, 695, 621, 712]
- table-cell: 183·60: [490, 957, 535, 972]
- table-cell: —·—: [589, 748, 619, 763]
- table-cell: 27·50: [1617, 1034, 1651, 1048]
- paragraph: Der Kreditorenverein meldet nachfolgende Inſolvenzen: Franz Brunner jun., Kaufmann in Graz; Philipp Klein, Kaufmann in Kaloſca; Ww. Auguſte Klein, Handelsfrau in Szolnok; Joſef Löbl, Kaufmann in Neunkirchen; Aron Brüger, Kaufmann in Kimpolung; Teller Mikſane, Handelsfrau in Budapeſt; Joſef Kubata, Baumwollwaarenhändler in Budapeſt, Kleinberg, Pawliczek; Wolff, Weißenbach Bauern- und Lederhändler in Eiſenſtadt; E. Kurtſag & Comp., Handelsgeſellſchaft in Cſorvás; Max Singer jun., protokollirte Handelsfirma in Wien X., Simmeringerſtraße 115.: [1181, 1695, 1653, 1856]
- table-cell: 50·75—50·90: [1446, 251, 1525, 264]
- table-cell: —·— —·—: [1593, 251, 1651, 264]
- table-row: [120, 939, 621, 956]
- table-cell: —·—: [589, 801, 619, 816]
- table-cell: —·—: [589, 818, 619, 833]
- table-cell: Dresdner Bank: [123, 748, 221, 763]
- paragraph: Mais tranſito: fremdländiſcher fl. 7·05, cinquantin fl. 7·75.: [646, 383, 1025, 398]
- table-row: [1181, 954, 1653, 970]
- table-cell: 112·70: [490, 1009, 535, 1024]
- table-cell: 26·25: [1550, 1002, 1583, 1016]
- table-cell: Schweiz. Nordoſt: [123, 940, 236, 955]
- table-cell: 26·50: [1550, 1081, 1583, 1095]
- table-cell: 121·60: [490, 870, 535, 885]
- table-cell: —·—: [589, 870, 619, 885]
- subsection-heading: Feilbietungen.: [1330, 1893, 1504, 1912]
- table-cell: Staatsbahn: [123, 835, 196, 850]
- paragraph: Weiße Waare ſehr ſchwach gefragt, Abzug ungenügend. Es notiren:: [1193, 920, 1634, 934]
- paragraph: Industriewerthe: Prager Eiseninduſtrie 678·—. Böhmiſche Zuckerinduſtrie 76·50. Weſtböhmiſche Kohlen 131·50. Wiener Baugeſellſchaft —·—. Nordböhm. Kohlen 341·—. Brünner Maſchinenfabrik —·—. Alpine Montan-geſellſchaft 104·—. Oeſterr. Waffenfabrik 333·—. Pereſt Waggonsgeſellſchaft —·—. Wienerberger Ziegel 338·—. Brüxer Kohlen 189·—. Trifailer Kohlen 175·—. Salgo-Kohlen 784·—. Rima Muranyer 274·50. Nordungariſche Kohlen 294·—. Internationale Elektricitäts-Geſellſchaft 296·—. Tabakregie 230·—.: [120, 284, 621, 426]
- table-cell: —·—: [505, 1027, 535, 1042]
- table-cell: 14·40—14·60: [1446, 172, 1525, 186]
- paragraph: Wien, 4. Jäner. (Teleph.-Ber.) Die Tendenz war heute etwas ſchwächer und man notirte für prompte, kontingentirte Waare fl. 15·70 Geld, fl. 15·90 Brief.: [1181, 267, 1653, 319]
